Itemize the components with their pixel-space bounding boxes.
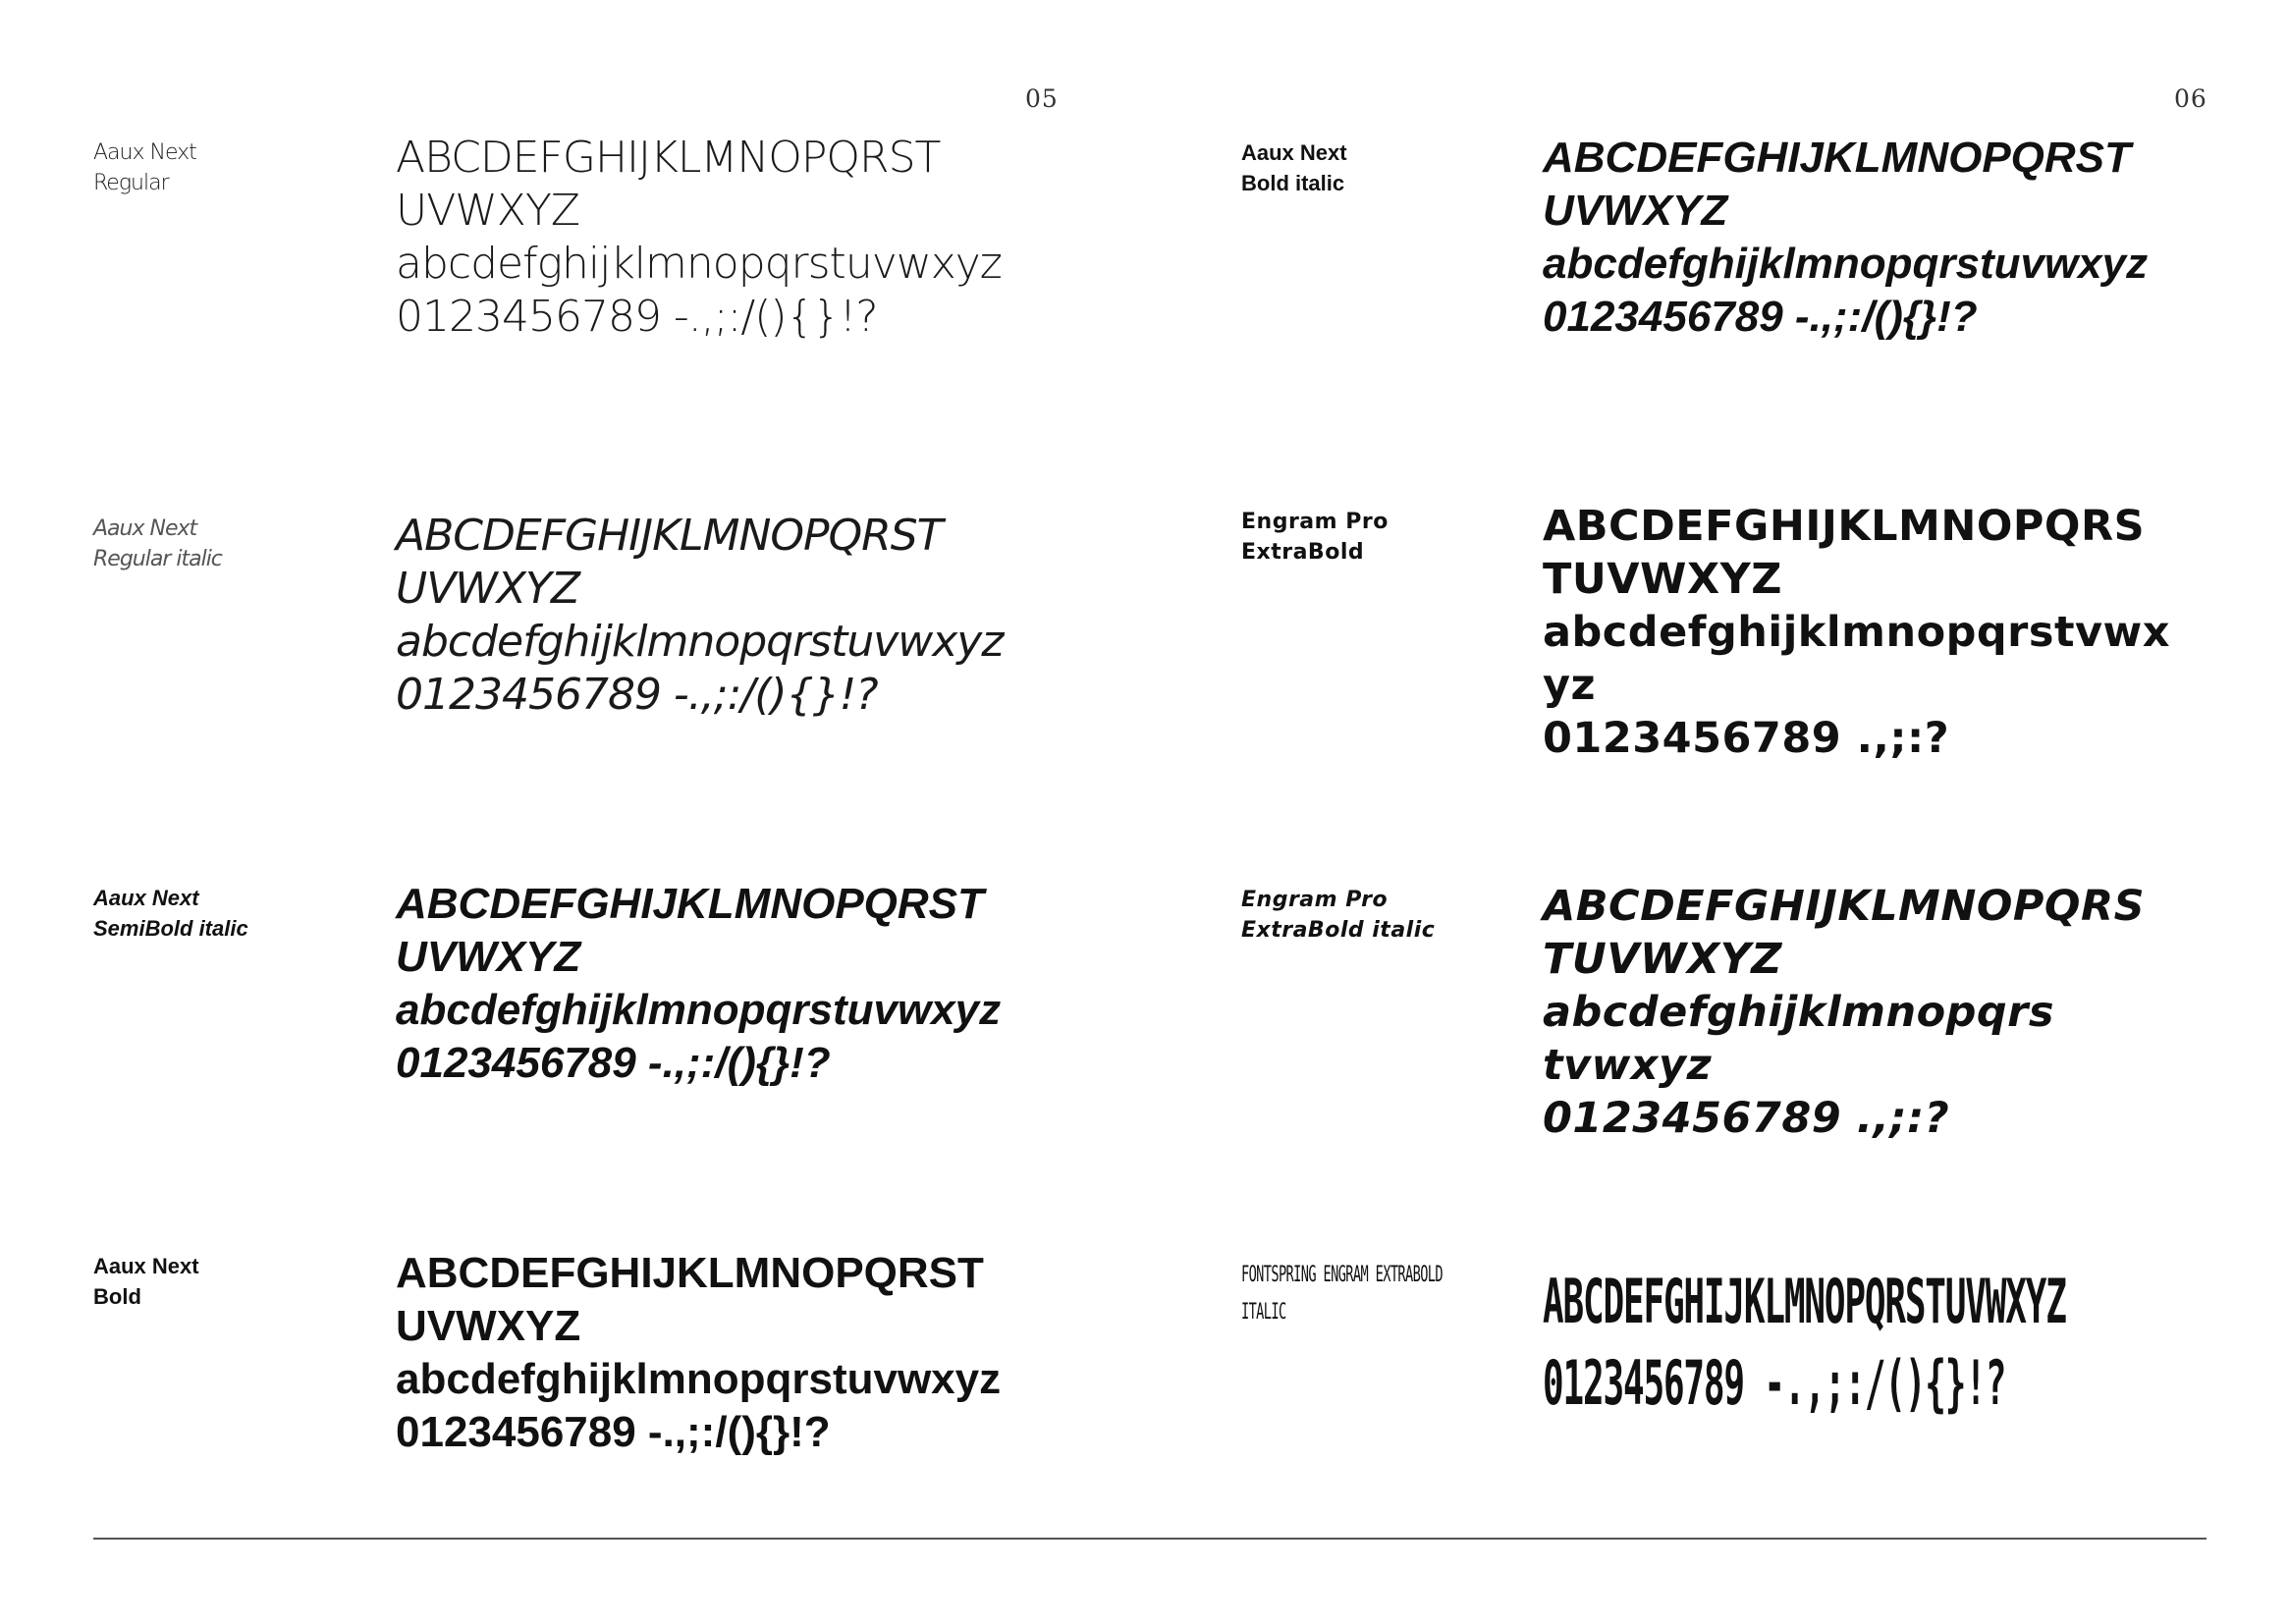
specimen-engram-pro-extrabold-italic: ABCDEFGHIJKLMNOPQRS TUVWXYZ abcdefghijklmnopqrs tvwxyz 0123456789 .,;:? (1543, 882, 2146, 1143)
page-number-left: 05 (1025, 84, 1059, 113)
bottom-divider (93, 1538, 2207, 1540)
specimen-aaux-next-semibold-italic: ABCDEFGHIJKLMNOPQRST UVWXYZ abcdefghijklmnopqrstuvwxyz 0123456789 -.,;:/(){}!? (396, 880, 1002, 1087)
specimen-aaux-next-bold-italic: ABCDEFGHIJKLMNOPQRST UVWXYZ abcdefghijklmnopqrstuvwxyz 0123456789 -.,;:/(){}!? (1543, 134, 2149, 341)
page-number-right: 06 (2174, 84, 2207, 113)
specimen-aaux-next-regular-italic: ABCDEFGHIJKLMNOPQRST UVWXYZ abcdefghijklmnopqrstuvwxyz 0123456789 -.,;:/(){}!? (396, 511, 1004, 720)
font-label-aaux-next-regular-italic: Aaux Next Regular italic (93, 516, 222, 571)
font-label-aaux-next-semibold-italic: Aaux Next SemiBold italic (93, 886, 248, 941)
specimen-aaux-next-regular: ABCDEFGHIJKLMNOPQRST UVWXYZ abcdefghijklmnopqrstuvwxyz 0123456789 -.,;:/(){}!? (396, 133, 1002, 342)
font-label-aaux-next-regular: Aaux Next Regular (93, 140, 196, 195)
font-label-fontspring-engram-extrabold-italic: FONTSPRING ENGRAM EXTRABOLD ITALIC (1241, 1263, 1443, 1325)
specimen-aaux-next-bold: ABCDEFGHIJKLMNOPQRST UVWXYZ abcdefghijklmnopqrstuvwxyz 0123456789 -.,;:/(){}!? (396, 1249, 1002, 1456)
font-label-aaux-next-bold: Aaux Next Bold (93, 1254, 199, 1309)
specimen-engram-pro-extrabold: ABCDEFGHIJKLMNOPQRS TUVWXYZ abcdefghijklmnopqrstvwx yz 0123456789 .,;:? (1543, 502, 2171, 763)
font-label-aaux-next-bold-italic: Aaux Next Bold italic (1241, 140, 1347, 195)
font-label-engram-pro-extrabold-italic: Engram Pro ExtraBold italic (1241, 888, 1436, 943)
specimen-fontspring-engram-extrabold-italic: ABCDEFGHIJKLMNOPQRSTUVWXYZ 0123456789 -.,;:/(){}!? (1543, 1266, 2066, 1419)
font-label-engram-pro-extrabold: Engram Pro ExtraBold (1241, 510, 1389, 565)
